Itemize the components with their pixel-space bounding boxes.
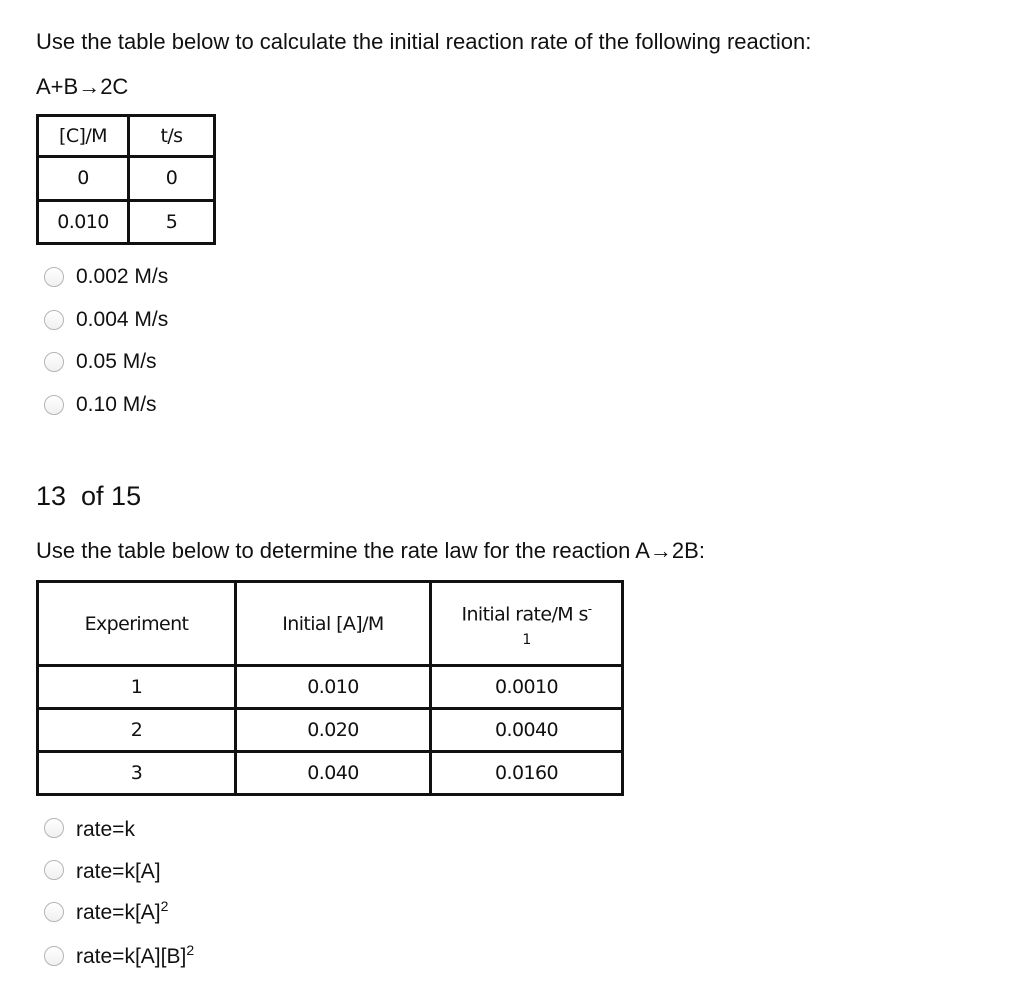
option-label (76, 857, 161, 884)
option-label (76, 815, 135, 842)
radio-button[interactable] (44, 818, 64, 838)
table-row (38, 666, 623, 709)
radio-button[interactable] (44, 860, 64, 880)
table-cell: 0.010 (38, 200, 129, 244)
table-cell: 0 (38, 157, 129, 201)
radio-button[interactable] (44, 902, 64, 922)
header-line2: 1 (522, 632, 531, 649)
question2-prompt: Use the table below to determine the rate law for the reaction A→2B: (36, 538, 705, 563)
table-header: Initial [A]/M (236, 582, 431, 666)
option-label: 0.05 M/s (76, 350, 157, 373)
table-cell: 0.0010 (431, 666, 623, 709)
option-label (76, 942, 194, 969)
table-header: [C]/M (38, 116, 129, 157)
option-sup: 2 (186, 942, 195, 958)
table-cell: 1 (38, 666, 236, 709)
rate-data-table (36, 580, 624, 796)
table-cell: 0.020 (236, 709, 431, 752)
table-cell: 0.0160 (431, 752, 623, 795)
option-label: 0.004 M/s (76, 308, 169, 331)
radio-button[interactable] (44, 310, 64, 330)
table-row (38, 200, 215, 244)
option-label: 0.002 M/s (76, 265, 169, 288)
option-label: 0.10 M/s (76, 393, 157, 416)
question-counter: 13 of 15 (36, 481, 142, 511)
table-cell: 0.040 (236, 752, 431, 795)
table-header: t/s (129, 116, 215, 157)
question1-prompt: Use the table below to calculate the initial reaction rate of the following reaction: (36, 29, 812, 54)
table-header: Experiment (38, 582, 236, 666)
table-cell: 2 (38, 709, 236, 752)
table-row (38, 752, 623, 795)
table-cell: 3 (38, 752, 236, 795)
table-header-rate (431, 582, 623, 666)
option-text: rate=k (76, 818, 135, 841)
option-sup: 2 (160, 898, 169, 914)
option-text: rate=k[A][B] (76, 945, 187, 968)
concentration-time-table (36, 114, 216, 245)
table-cell: 0.0040 (431, 709, 623, 752)
table-cell: 0.010 (236, 666, 431, 709)
header-sup: - (587, 601, 592, 616)
radio-button[interactable] (44, 395, 64, 415)
option-label (76, 898, 168, 925)
reaction-equation: A+B→2C (36, 74, 129, 99)
option-text: rate=k[A] (76, 860, 161, 883)
table-cell: 5 (129, 200, 215, 244)
table-row (38, 709, 623, 752)
table-cell: 0 (129, 157, 215, 201)
radio-button[interactable] (44, 946, 64, 966)
radio-button[interactable] (44, 352, 64, 372)
header-text: Initial rate/M s (461, 603, 588, 626)
table-row (38, 157, 215, 201)
radio-button[interactable] (44, 267, 64, 287)
option-text: rate=k[A] (76, 901, 161, 924)
